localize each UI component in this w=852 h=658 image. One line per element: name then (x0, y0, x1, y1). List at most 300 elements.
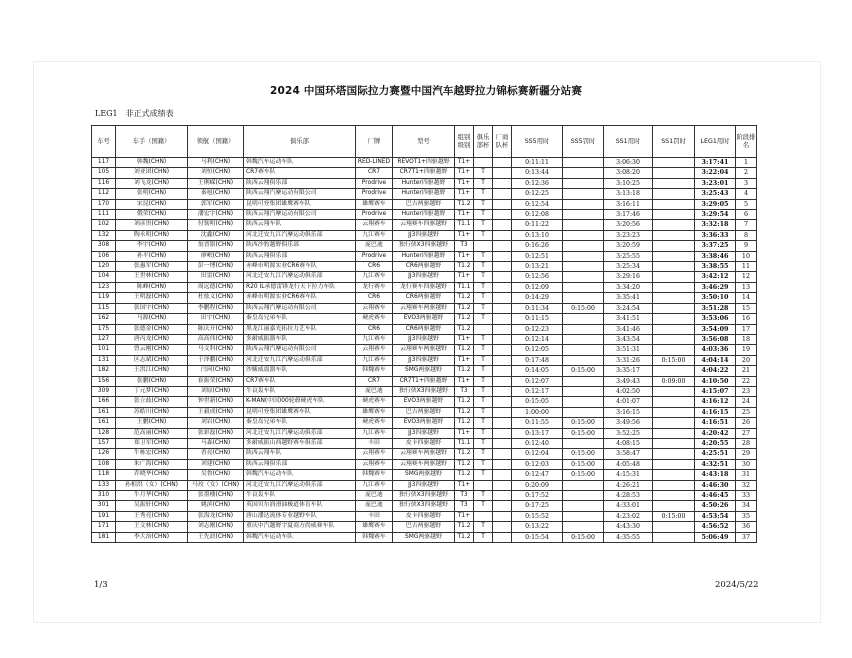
make-cell: 九江赛车 (356, 230, 393, 240)
ss5-penalty-cell (563, 262, 604, 272)
car-number-cell: 309 (92, 386, 116, 396)
car-number-cell: 117 (92, 158, 116, 168)
model-cell: Hunter四驱越野 (393, 178, 455, 188)
driver-cell: 刘彦贵(CHN) (116, 220, 188, 230)
make-cell: CR6 (356, 262, 393, 272)
ss5-time-cell: 0:13:44 (512, 168, 563, 178)
ss1-time-cell: 3:51:31 (604, 345, 653, 355)
ss1-time-cell: 3:49:43 (604, 376, 653, 386)
maker-cup-cell (493, 480, 512, 490)
table-row (92, 324, 757, 334)
stage-rank-cell: 32 (736, 480, 757, 490)
group-cell: T1.1 (455, 220, 474, 230)
table-row (92, 501, 757, 511)
driver-cell: 朱广海(CHN) (116, 459, 188, 469)
make-cell: CR7 (356, 168, 393, 178)
model-cell: JJ3四驱越野 (393, 428, 455, 438)
ss1-time-cell: 3:16:15 (604, 407, 653, 417)
ss1-time-cell: 3:08:20 (604, 168, 653, 178)
ss1-time-cell: 4:33:01 (604, 501, 653, 511)
ss5-time-cell: 0:12:05 (512, 345, 563, 355)
club-cell: 韩魏汽车运动车队 (244, 158, 356, 168)
ss1-penalty-cell (653, 386, 695, 396)
group-cell: T1+ (455, 210, 474, 220)
ss1-time-cell: 3:10:25 (604, 178, 653, 188)
ss1-time-cell: 4:02:50 (604, 386, 653, 396)
ss5-time-cell: 0:12:07 (512, 376, 563, 386)
model-cell: 独行侠X3四驱越野 (393, 241, 455, 251)
group-cell: T3 (455, 386, 474, 396)
co-driver-cell: 张墨楼(CHN) (188, 491, 244, 501)
leg1-time-cell: 4:20:42 (695, 428, 736, 438)
group-cell: T3 (455, 501, 474, 511)
leg1-time-cell: 4:03:36 (695, 345, 736, 355)
ss1-penalty-cell (653, 314, 695, 324)
co-driver-cell: 吴鲁(CHN) (188, 470, 244, 480)
ss5-penalty-cell (563, 397, 604, 407)
club-cup-cell: T (474, 210, 493, 220)
stage-rank-cell: 30 (736, 459, 757, 469)
table-row (92, 241, 757, 251)
ss5-time-cell: 0:13:17 (512, 428, 563, 438)
ss5-penalty-cell: 0:15:00 (563, 418, 604, 428)
group-cell: T1.2 (455, 293, 474, 303)
ss5-time-cell: 1:00:00 (512, 407, 563, 417)
maker-cup-cell (493, 262, 512, 272)
make-cell: Prodrive (356, 251, 393, 261)
driver-cell: 张鹏(CHN) (116, 376, 188, 386)
car-number-cell: 310 (92, 491, 116, 501)
ss5-penalty-cell (563, 334, 604, 344)
ss5-time-cell: 0:12:23 (512, 324, 563, 334)
driver-cell: 牛栋宏(CHN) (116, 449, 188, 459)
stage-rank-cell: 4 (736, 189, 757, 199)
make-cell: 丰田 (356, 511, 393, 521)
car-number-cell: 108 (92, 459, 116, 469)
club-cell: 秦皇岛兄弟车队 (244, 418, 356, 428)
driver-cell: 孙平(CHN) (116, 251, 188, 261)
co-driver-cell: 马玫（女）(CHN) (188, 480, 244, 490)
group-cell: T1.2 (455, 532, 474, 542)
table-row (92, 491, 757, 501)
ss1-penalty-cell (653, 470, 695, 480)
stage-rank-cell: 23 (736, 386, 757, 396)
stage-rank-cell: 37 (736, 532, 757, 542)
leg1-time-cell: 4:16:12 (695, 397, 736, 407)
table-row (92, 480, 757, 490)
col-header: 厂商队杯 (493, 126, 512, 158)
maker-cup-cell (493, 199, 512, 209)
table-row (92, 345, 757, 355)
ss1-time-cell: 3:17:46 (604, 210, 653, 220)
leg1-time-cell: 3:32:18 (695, 220, 736, 230)
co-driver-cell: 郭军(CHN) (188, 199, 244, 209)
ss1-time-cell: 3:34:20 (604, 282, 653, 292)
co-driver-cell: 周远德(CHN) (188, 282, 244, 292)
club-cup-cell: T (474, 334, 493, 344)
driver-cell: 李大治(CHN) (116, 532, 188, 542)
leg1-time-cell: 4:25:51 (695, 449, 736, 459)
stage-rank-cell: 1 (736, 158, 757, 168)
ss1-time-cell: 3:24:54 (604, 303, 653, 313)
club-cup-cell: T (474, 397, 493, 407)
club-cup-cell: T (474, 272, 493, 282)
model-cell: SMG两驱越野 (393, 366, 455, 376)
ss5-time-cell: 0:12:14 (512, 334, 563, 344)
maker-cup-cell (493, 418, 512, 428)
car-number-cell: 161 (92, 418, 116, 428)
club-cup-cell: T (474, 407, 493, 417)
driver-cell: 王洪江(CHN) (116, 366, 188, 376)
leg1-time-cell: 3:53:06 (695, 314, 736, 324)
col-header: 阶段排名 (736, 126, 757, 158)
model-cell: 独行侠X3四驱越野 (393, 501, 455, 511)
table-row (92, 314, 757, 324)
club-cup-cell: T (474, 438, 493, 448)
col-header: SS5罚时 (563, 126, 604, 158)
club-cup-cell: T (474, 376, 493, 386)
ss5-penalty-cell: 0:15:00 (563, 366, 604, 376)
leg1-time-cell: 3:50:10 (695, 293, 736, 303)
ss1-penalty-cell (653, 449, 695, 459)
make-cell: 庞巴迪 (356, 491, 393, 501)
driver-cell: 唐丙龙(CHN) (116, 334, 188, 344)
group-cell: T1.2 (455, 303, 474, 313)
leg1-time-cell: 4:04:22 (695, 366, 736, 376)
maker-cup-cell (493, 303, 512, 313)
ss1-time-cell: 3:49:56 (604, 418, 653, 428)
maker-cup-cell (493, 168, 512, 178)
car-number-cell: 111 (92, 210, 116, 220)
maker-cup-cell (493, 251, 512, 261)
maker-cup-cell (493, 522, 512, 532)
car-number-cell: 104 (92, 272, 116, 282)
ss5-time-cell: 0:12:17 (512, 386, 563, 396)
ss5-time-cell: 0:11:22 (512, 220, 563, 230)
model-cell: 皮卡四驱越野 (393, 438, 455, 448)
club-cell: 秦皇岛兄弟车队 (244, 314, 356, 324)
make-cell: 云翔赛车 (356, 459, 393, 469)
group-cell: T1+ (455, 511, 474, 521)
stage-rank-cell: 33 (736, 491, 757, 501)
table-row (92, 262, 757, 272)
ss1-penalty-cell: 0:15:00 (653, 511, 695, 521)
stage-rank-cell: 10 (736, 251, 757, 261)
group-cell: T1.2 (455, 449, 474, 459)
ss5-time-cell: 0:11:15 (512, 314, 563, 324)
leg1-time-cell: 4:20:55 (695, 438, 736, 448)
ss1-time-cell: 4:43:30 (604, 522, 653, 532)
ss5-time-cell: 0:12:04 (512, 449, 563, 459)
table-row (92, 293, 757, 303)
make-cell: 韩魏赛车 (356, 532, 393, 542)
club-cell: 河北迁安九江汽摩运动俱乐部 (244, 272, 356, 282)
leg1-time-cell: 3:36:33 (695, 230, 736, 240)
driver-cell: 马源(CHN) (116, 314, 188, 324)
ss5-penalty-cell (563, 324, 604, 334)
leg1-time-cell: 4:32:51 (695, 459, 736, 469)
ss1-penalty-cell (653, 272, 695, 282)
club-cup-cell: T (474, 230, 493, 240)
car-number-cell: 191 (92, 511, 116, 521)
group-cell: T1+ (455, 376, 474, 386)
ss1-time-cell: 3:31:26 (604, 355, 653, 365)
model-cell: 云翔赛车两驱越野 (393, 345, 455, 355)
leg1-time-cell: 4:43:18 (695, 470, 736, 480)
co-driver-cell: 王毅成(CHN) (188, 407, 244, 417)
ss5-penalty-cell (563, 438, 604, 448)
make-cell: 硬虎赛车 (356, 314, 393, 324)
stage-rank-cell: 6 (736, 210, 757, 220)
club-cup-cell: T (474, 501, 493, 511)
driver-cell: 宋昆(CHN) (116, 199, 188, 209)
club-cup-cell: T (474, 303, 493, 313)
group-cell: T1.1 (455, 438, 474, 448)
driver-cell: 俄荣(CHN) (116, 210, 188, 220)
make-cell: Prodrive (356, 210, 393, 220)
car-number-cell: 131 (92, 355, 116, 365)
ss1-penalty-cell (653, 459, 695, 469)
table-row (92, 189, 757, 199)
stage-rank-cell: 3 (736, 178, 757, 188)
group-cell: T1.2 (455, 345, 474, 355)
ss1-time-cell: 3:25:55 (604, 251, 653, 261)
ss1-time-cell: 3:16:11 (604, 199, 653, 209)
stage-rank-cell: 9 (736, 241, 757, 251)
driver-cell: 范高丽(CHN) (116, 428, 188, 438)
make-cell: CR6 (356, 324, 393, 334)
car-number-cell: 120 (92, 262, 116, 272)
model-cell: EVO3两驱越野 (393, 314, 455, 324)
ss1-penalty-cell (653, 303, 695, 313)
club-cell: 陕西云翔汽摩运动有限公司 (244, 303, 356, 313)
make-cell: Prodrive (356, 189, 393, 199)
driver-cell: 郑卫军(CHN) (116, 438, 188, 448)
leg1-time-cell: 3:17:41 (695, 158, 736, 168)
table-row (92, 251, 757, 261)
maker-cup-cell (493, 178, 512, 188)
maker-cup-cell (493, 158, 512, 168)
club-cup-cell: T (474, 355, 493, 365)
ss5-penalty-cell (563, 522, 604, 532)
driver-cell: 张惠军(CHN) (116, 262, 188, 272)
stage-rank-cell: 13 (736, 282, 757, 292)
table-row (92, 376, 757, 386)
car-number-cell: 115 (92, 303, 116, 313)
car-number-cell: 156 (92, 376, 116, 386)
model-cell: 云翔赛车四驱越野 (393, 220, 455, 230)
stage-rank-cell: 24 (736, 397, 757, 407)
driver-cell: 丁元梦(CHN) (116, 386, 188, 396)
col-header: 型号 (393, 126, 455, 158)
ss1-time-cell: 3:13:18 (604, 189, 653, 199)
table-row (92, 210, 757, 220)
club-cell: 陕西云翔俱乐部 (244, 178, 356, 188)
ss5-time-cell: 0:13:22 (512, 522, 563, 532)
table-row (92, 438, 757, 448)
stage-rank-cell: 31 (736, 470, 757, 480)
make-cell: 九江赛车 (356, 480, 393, 490)
group-cell: T1+ (455, 158, 474, 168)
club-cell: 英国贝尔润滑油极道体育车队 (244, 501, 356, 511)
ss1-time-cell: 4:28:53 (604, 491, 653, 501)
maker-cup-cell (493, 438, 512, 448)
ss5-time-cell: 0:11:11 (512, 158, 563, 168)
ss1-time-cell: 3:52:25 (604, 428, 653, 438)
ss5-penalty-cell (563, 314, 604, 324)
make-cell: 雄鹰赛车 (356, 522, 393, 532)
co-driver-cell: 秦旭(CHN) (188, 189, 244, 199)
ss1-penalty-cell (653, 199, 695, 209)
model-cell: 巴吉两驱越野 (393, 407, 455, 417)
leg1-time-cell: 3:37:25 (695, 241, 736, 251)
club-cup-cell: T (474, 168, 493, 178)
ss5-time-cell: 0:12:47 (512, 470, 563, 480)
club-cell: 唐山潘达流体专业越野车队 (244, 511, 356, 521)
ss1-penalty-cell (653, 230, 695, 240)
model-cell: JJ3四驱越野 (393, 480, 455, 490)
ss1-time-cell: 3:20:56 (604, 220, 653, 230)
col-header: 领航（国籍） (188, 126, 244, 158)
ss1-penalty-cell (653, 293, 695, 303)
page-title: 2024 中国环塔国际拉力赛暨中国汽车越野拉力锦标赛新疆分站赛 (269, 85, 583, 97)
ss1-time-cell: 3:58:47 (604, 449, 653, 459)
car-number-cell: 123 (92, 282, 116, 292)
ss5-penalty-cell (563, 376, 604, 386)
car-number-cell: 118 (92, 470, 116, 480)
club-cell: 韩魏汽车运动车队 (244, 532, 356, 542)
ss5-penalty-cell (563, 241, 604, 251)
ss5-penalty-cell (563, 189, 604, 199)
model-cell: CR6两驱越野 (393, 324, 455, 334)
co-driver-cell: 香亮(CHN) (188, 449, 244, 459)
ss5-penalty-cell (563, 386, 604, 396)
car-number-cell: 171 (92, 522, 116, 532)
table-row (92, 366, 757, 376)
car-number-cell: 161 (92, 407, 116, 417)
table-row (92, 470, 757, 480)
make-cell: 丰田 (356, 438, 393, 448)
model-cell: JJ3四驱越野 (393, 334, 455, 344)
club-cell: 多耐威振山西越野赛车俱乐部 (244, 438, 356, 448)
col-header: SS5用时 (512, 126, 563, 158)
maker-cup-cell (493, 449, 512, 459)
car-number-cell: 301 (92, 501, 116, 511)
club-cup-cell: T (474, 366, 493, 376)
stage-rank-cell: 16 (736, 314, 757, 324)
table-row (92, 522, 757, 532)
col-header: SS1罚时 (653, 126, 695, 158)
leg1-time-cell: 5:06:49 (695, 532, 736, 542)
make-cell: 庞巴迪 (356, 241, 393, 251)
group-cell: T1+ (455, 480, 474, 490)
model-cell: SMG两驱越野 (393, 532, 455, 542)
ss5-penalty-cell: 0:15:00 (563, 303, 604, 313)
group-cell: T1+ (455, 178, 474, 188)
driver-cell: 吴振轩(CHN) (116, 501, 188, 511)
group-cell: T1.2 (455, 522, 474, 532)
ss5-penalty-cell (563, 293, 604, 303)
maker-cup-cell (493, 189, 512, 199)
club-cup-cell (474, 511, 493, 521)
ss1-penalty-cell (653, 324, 695, 334)
co-driver-cell: 沈鑫(CHN) (188, 230, 244, 240)
ss1-time-cell: 3:23:23 (604, 230, 653, 240)
stage-rank-cell: 12 (736, 272, 757, 282)
club-cell: 陕西云翔车队 (244, 220, 356, 230)
club-cell: 河北迁安九江汽摩运动俱乐部 (244, 355, 356, 365)
maker-cup-cell (493, 272, 512, 282)
stage-rank-cell: 18 (736, 334, 757, 344)
maker-cup-cell (493, 282, 512, 292)
make-cell: 雄鹰赛车 (356, 199, 393, 209)
ss5-time-cell: 0:13:21 (512, 262, 563, 272)
leg1-time-cell: 4:46:45 (695, 491, 736, 501)
stage-rank-cell: 21 (736, 366, 757, 376)
co-driver-cell: 崔振荣(CHN) (188, 376, 244, 386)
club-cell: 韩魏汽车运动车队 (244, 470, 356, 480)
maker-cup-cell (493, 397, 512, 407)
ss5-penalty-cell (563, 491, 604, 501)
table-row (92, 282, 757, 292)
table-row (92, 220, 757, 230)
results-table (91, 125, 757, 543)
car-number-cell: 105 (92, 168, 116, 178)
maker-cup-cell (493, 501, 512, 511)
co-driver-cell: 张海龙(CHN) (188, 511, 244, 521)
maker-cup-cell (493, 230, 512, 240)
ss1-time-cell: 4:23:02 (604, 511, 653, 521)
table-row (92, 397, 757, 407)
co-driver-cell: 田雷(CHN) (188, 272, 244, 282)
ss5-time-cell: 0:17:52 (512, 491, 563, 501)
club-cup-cell: T (474, 418, 493, 428)
driver-cell: 张德金(CHN) (116, 324, 188, 334)
ss5-penalty-cell (563, 272, 604, 282)
club-cup-cell: T (474, 459, 493, 469)
club-cell: 陕西云翔俱乐部 (244, 459, 356, 469)
club-cup-cell: T (474, 314, 493, 324)
club-cup-cell: T (474, 220, 493, 230)
co-driver-cell: 潘宏宇(CHN) (188, 210, 244, 220)
ss1-penalty-cell (653, 407, 695, 417)
car-number-cell: 127 (92, 334, 116, 344)
club-cell: R20 IL承德雷锋龙行天下拉力车队 (244, 282, 356, 292)
driver-cell: 张国宇(CHN) (116, 303, 188, 313)
model-cell: 云翔赛车两驱越野 (393, 459, 455, 469)
car-number-cell: 106 (92, 251, 116, 261)
model-cell: JJ3四驱越野 (393, 230, 455, 240)
driver-cell: 李宇(CHN) (116, 241, 188, 251)
driver-cell: 王秀亮(CHN) (116, 511, 188, 521)
maker-cup-cell (493, 376, 512, 386)
leg1-time-cell: 3:25:43 (695, 189, 736, 199)
maker-cup-cell (493, 334, 512, 344)
club-cup-cell: T (474, 532, 493, 542)
leg1-time-cell: 3:54:09 (695, 324, 736, 334)
ss1-time-cell: 4:15:31 (604, 470, 653, 480)
stage-rank-cell: 25 (736, 407, 757, 417)
ss5-time-cell: 0:20:09 (512, 480, 563, 490)
co-driver-cell: 马森(CHN) (188, 438, 244, 448)
model-cell: 云翔赛车两驱越野 (393, 449, 455, 459)
club-cell: 河北迁安九江汽摩运动俱乐部 (244, 480, 356, 490)
leg1-time-cell: 3:46:29 (695, 282, 736, 292)
ss1-penalty-cell (653, 210, 695, 220)
ss1-penalty-cell (653, 418, 695, 428)
ss5-penalty-cell (563, 345, 604, 355)
ss1-penalty-cell (653, 334, 695, 344)
